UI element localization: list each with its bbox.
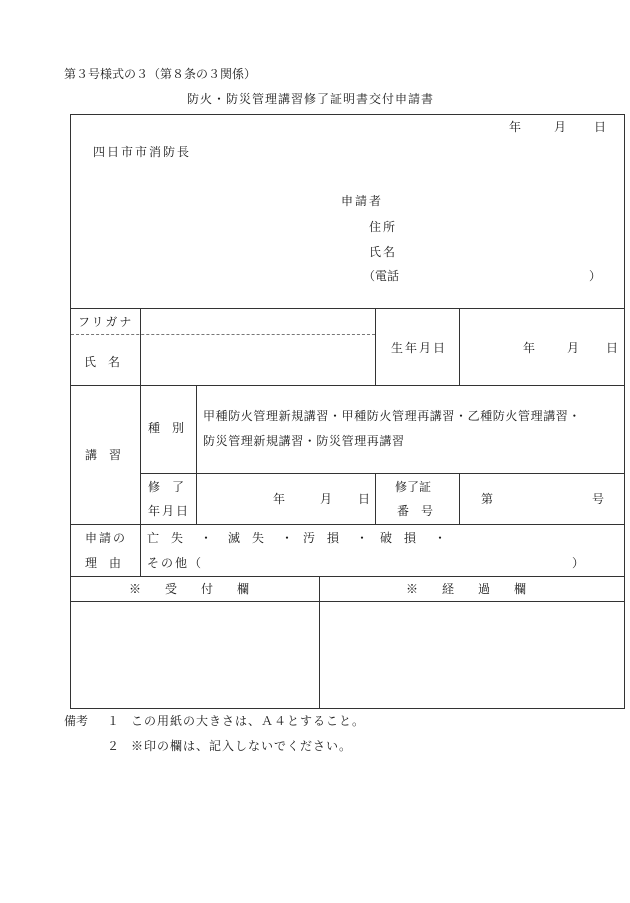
divider-office-header (71, 601, 624, 602)
reason-label-1: 申請の (85, 531, 128, 545)
reason-separator-1: ・ (200, 531, 213, 545)
reason-separator-3: ・ (356, 531, 369, 545)
form-title: 防火・防災管理講習修了証明書交付申請書 (187, 92, 435, 106)
note-1-text: この用紙の大きさは、Ａ４とすること。 (131, 714, 366, 728)
divider-col-cert-label (375, 473, 376, 524)
completion-year-label: 年 (273, 492, 286, 506)
name-label: 氏 名 (84, 355, 121, 369)
divider-person-bottom (71, 385, 624, 386)
completion-month-label: 月 (320, 492, 333, 506)
completion-label-1: 修 了 (148, 480, 185, 494)
notes-label: 備考 (64, 714, 89, 728)
date-month-label: 月 (554, 120, 567, 134)
divider-col-birth-value (459, 308, 460, 385)
divider-header-bottom (71, 308, 624, 309)
completion-day-label: 日 (358, 492, 371, 506)
date-year-label: 年 (509, 120, 522, 134)
application-form-table (70, 114, 625, 709)
reason-option-soiled: 汚 損 (303, 531, 340, 545)
applicant-label: 申請者 (341, 194, 384, 208)
divider-col-course-sub (196, 385, 197, 524)
reason-option-lost: 亡 失 (147, 531, 184, 545)
reason-separator-2: ・ (281, 531, 294, 545)
recipient: 四日市市消防長 (93, 145, 192, 159)
applicant-name-label: 氏名 (369, 245, 398, 259)
divider-col-label (140, 308, 141, 576)
reason-label-2: 理 由 (85, 556, 122, 570)
course-type-options-line2: 防災管理新規講習・防災管理再講習 (203, 434, 405, 448)
cert-number-prefix: 第 (481, 492, 494, 506)
divider-course-bottom (71, 524, 624, 525)
cert-label-1: 修了証 (395, 480, 432, 494)
birth-month-label: 月 (567, 341, 580, 355)
course-type-label: 種 別 (148, 421, 185, 435)
course-type-options-line1: 甲種防火管理新規講習・甲種防火管理再講習・乙種防火管理講習・ (203, 409, 582, 423)
applicant-address-label: 住所 (369, 220, 398, 234)
reason-other-close: ） (572, 556, 585, 570)
reason-separator-4: ・ (434, 531, 447, 545)
cert-number-suffix: 号 (592, 492, 605, 506)
note-2-number: ２ (107, 739, 120, 753)
divider-furigana (71, 334, 375, 335)
birth-date-label: 生年月日 (391, 341, 448, 355)
divider-col-cert-value (459, 473, 460, 524)
progress-column-header: ※ 経 過 欄 (406, 582, 527, 596)
divider-reason-bottom (71, 576, 624, 577)
divider-col-birth-label (375, 308, 376, 385)
course-label: 講 習 (85, 448, 122, 462)
applicant-phone-close: ） (589, 269, 602, 283)
furigana-label: フリガナ (78, 315, 134, 329)
note-2-text: ※印の欄は、記入しないでください。 (131, 739, 353, 753)
reason-option-destroyed: 滅 失 (228, 531, 265, 545)
divider-course-type (140, 473, 624, 474)
reception-column-header: ※ 受 付 欄 (129, 582, 250, 596)
note-1-number: １ (107, 714, 120, 728)
completion-label-2: 年月日 (148, 504, 191, 518)
divider-col-office (319, 576, 320, 709)
applicant-phone-label: （電話 (363, 269, 400, 283)
cert-label-2: 番 号 (397, 504, 434, 518)
date-day-label: 日 (594, 120, 607, 134)
reason-option-damaged: 破 損 (380, 531, 417, 545)
reason-other-label: その他（ (147, 556, 204, 570)
birth-year-label: 年 (523, 341, 536, 355)
form-number: 第３号様式の３（第８条の３関係） (64, 67, 257, 81)
birth-day-label: 日 (606, 341, 619, 355)
